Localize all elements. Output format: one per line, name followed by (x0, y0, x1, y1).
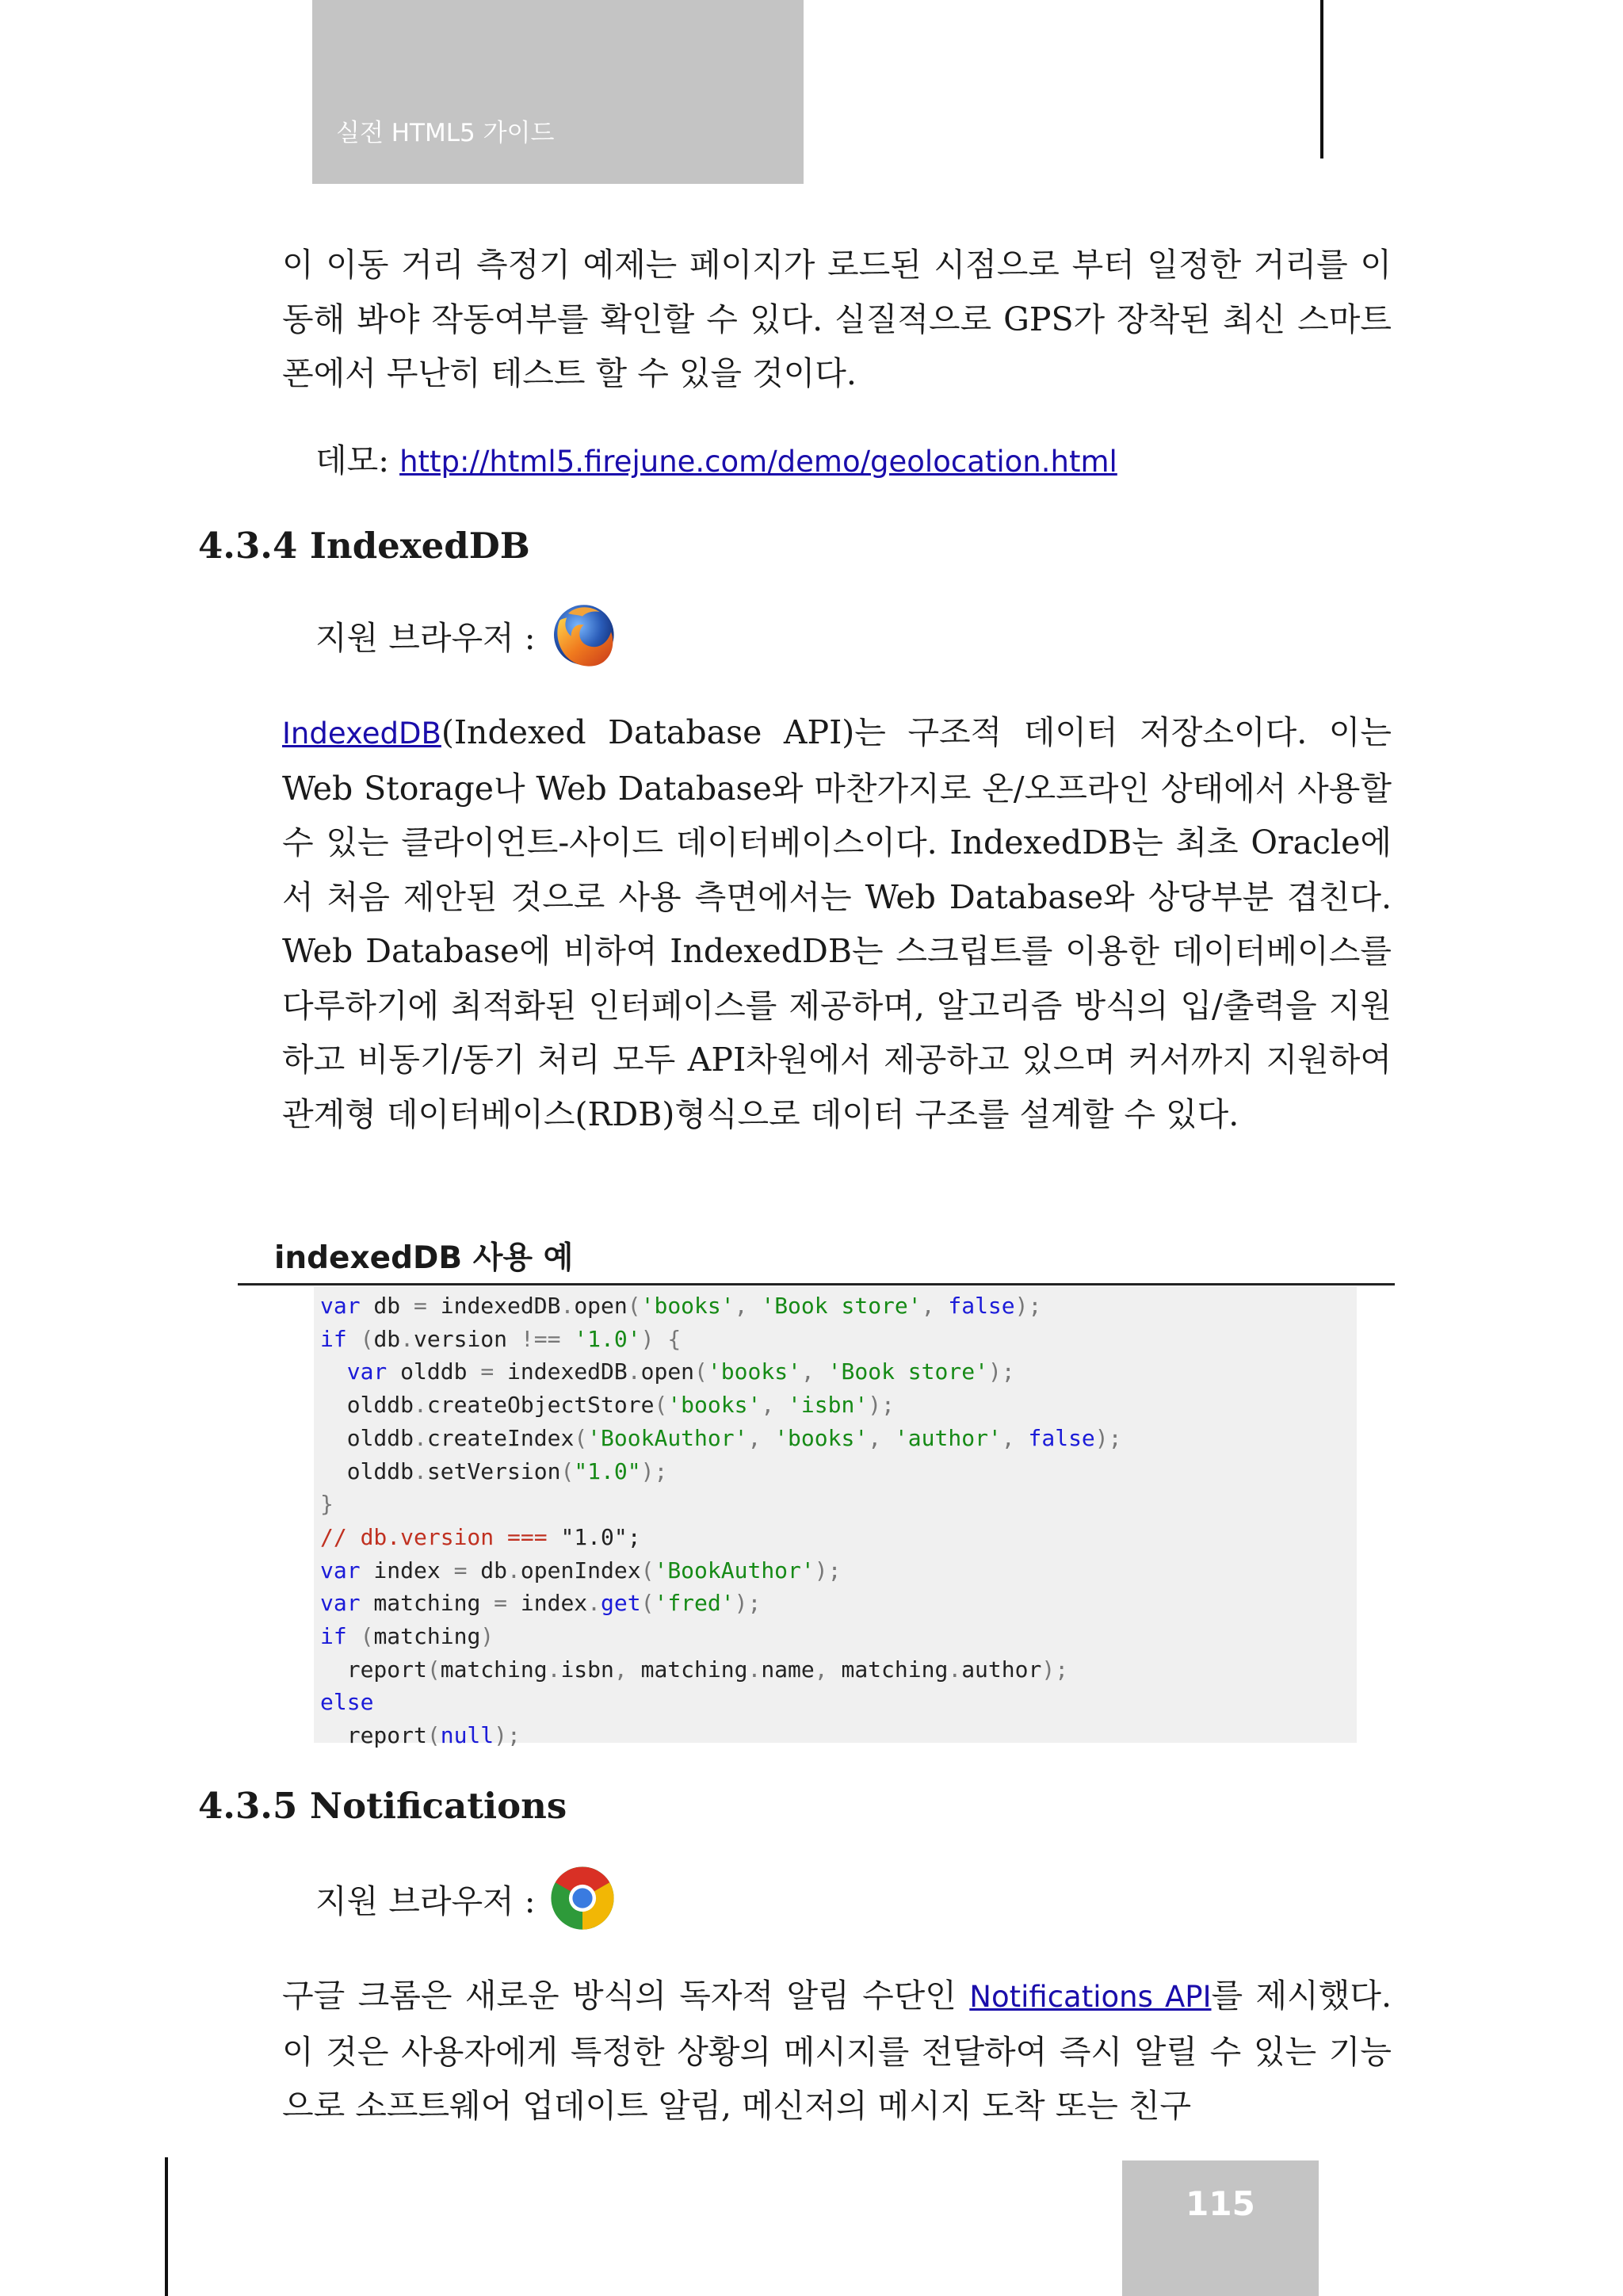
code-listing (314, 1286, 1357, 1752)
code-line-6: olddb.setVersion("1.0"); (320, 1457, 668, 1484)
chrome-icon (547, 1862, 618, 1934)
code-line-1: var db = indexedDB.open('books', 'Book store', false); (320, 1293, 1042, 1319)
code-line-11: if (matching) (320, 1623, 495, 1650)
indexeddb-description: (Indexed Database API)는 구조적 데이터 저장소이다. 이는 Web Storage나 Web Database와 마찬가지로 온/오프라인 상태에서 사용할 수 있는 클라이언트-사이드 데이터베이스이다. IndexedDB는 최초 Oracle에서 처음 제안된 것으로 사용 측면에서는 Web Database와 상당부분 겹친다. Web Database에 비하여 IndexedDB는 스크립트를 이용한 데이터베이스를 다루하기에 최적화된 인터페이스를 제공하며, 알고리즘 방식의 입/출력을 지원하고 비동기/동기 처리 모두 API차원에서 제공하고 있으며 커서까지 지원하여 관계형 데이터베이스(RDB)형식으로 데이터 구조를 설계할 수 있다. (282, 713, 1392, 1133)
code-line-7: } (320, 1491, 334, 1518)
demo-line (315, 434, 1117, 481)
bottom-rule (165, 2157, 168, 2296)
firefox-icon (547, 599, 618, 670)
code-line-10: var matching = index.get('fred'); (320, 1590, 762, 1617)
code-line-5: olddb.createIndex('BookAuthor', 'books', 'author', false); (320, 1424, 1122, 1451)
code-block (314, 1286, 1357, 1749)
support-browsers-indexeddb (315, 599, 618, 670)
support-label: 지원 브라우저 : (315, 618, 536, 657)
code-line-2: if (db.version !== '1.0') { (320, 1325, 682, 1352)
code-line-12: report(matching.isbn, matching.name, matching.author); (320, 1656, 1069, 1683)
code-example-rule (238, 1283, 1395, 1286)
code-line-13: else (320, 1689, 374, 1716)
running-header (312, 0, 804, 184)
book-title: 실전 HTML5 가이드 (336, 119, 555, 147)
indexeddb-paragraph (282, 705, 1392, 1141)
section-heading-indexeddb: 4.3.4 IndexedDB (198, 525, 530, 567)
support-label: 지원 브라우저 : (315, 1881, 536, 1920)
demo-link[interactable]: http://html5.firejune.com/demo/geolocation.html (399, 445, 1117, 479)
intro-paragraph: 이 이동 거리 측정기 예제는 페이지가 로드된 시점으로 부터 일정한 거리를 이동해 봐야 작동여부를 확인할 수 있다. 실질적으로 GPS가 장착된 최신 스마트폰에서 무난히 테스트 할 수 있을 것이다. (282, 246, 1392, 392)
notifications-api-link[interactable]: Notifications API (969, 1980, 1212, 2014)
support-browsers-notifications (315, 1862, 618, 1934)
code-line-8: // db.version === "1.0"; (320, 1523, 641, 1550)
code-line-9: var index = db.openIndex('BookAuthor'); (320, 1557, 842, 1584)
code-line-14: report(null); (320, 1722, 521, 1749)
notifications-paragraph: 구글 크롬은 새로운 방식의 독자적 알림 수단인 Notifications API를 제시했다. 이 것은 사용자에게 특정한 상황의 메시지를 전달하여 즉시 알릴 수 있는 기능으로 소프트웨어 업데이트 알림, 메신저의 메시지 도착 또는 친구 (282, 1977, 1392, 2125)
code-example-title: indexedDB 사용 예 (274, 1240, 574, 1276)
section-heading-notifications: 4.3.5 Notifications (198, 1785, 567, 1827)
code-line-4: olddb.createObjectStore('books', 'isbn'); (320, 1392, 895, 1419)
indexeddb-link[interactable]: IndexedDB (282, 716, 441, 751)
top-rule (1320, 0, 1323, 159)
demo-label: 데모: (315, 441, 400, 479)
page-number: 115 (1186, 2184, 1255, 2223)
code-line-3: var olddb = indexedDB.open('books', 'Book store'); (346, 1358, 1015, 1385)
page-number-box (1122, 2160, 1319, 2296)
